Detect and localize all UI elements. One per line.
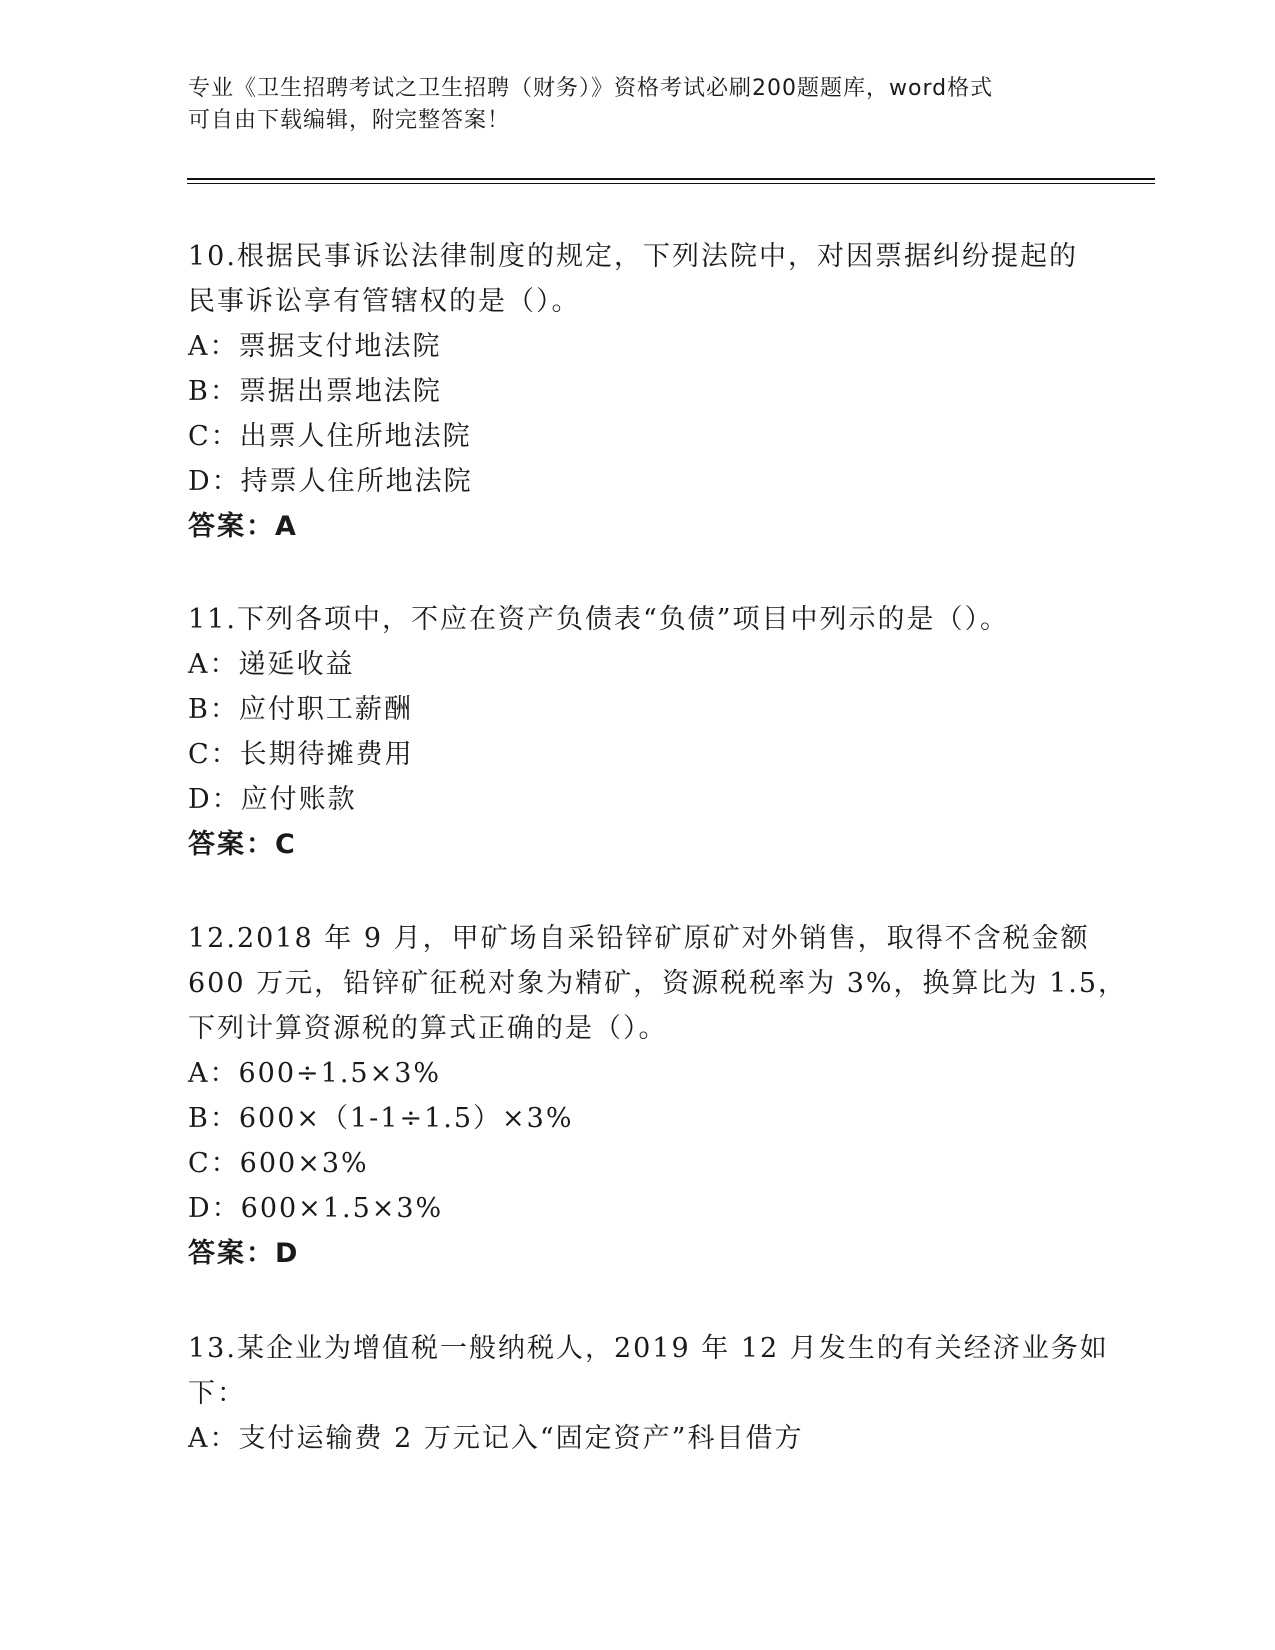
question-stem-line: 下： xyxy=(188,1378,246,1409)
question-13 xyxy=(188,1326,1109,1461)
question-stem-line: 12.2018 年 9 月，甲矿场自采铅锌矿原矿对外销售，取得不含税金额 xyxy=(188,923,1090,954)
header-divider-thin xyxy=(187,183,1155,184)
question-stem-line: 民事诉讼享有管辖权的是（）。 xyxy=(188,286,581,317)
option-d: D：应付账款 xyxy=(188,784,357,815)
question-stem-line: 10.根据民事诉讼法律制度的规定，下列法院中，对因票据纠纷提起的 xyxy=(188,241,1078,272)
option-c: C：出票人住所地法院 xyxy=(188,421,472,452)
header-line-1: 专业《卫生招聘考试之卫生招聘（财务）》资格考试必刷200题题库，word格式 xyxy=(188,76,994,101)
question-12 xyxy=(188,916,1128,1276)
question-stem-line: 600 万元，铅锌矿征税对象为精矿，资源税税率为 3%，换算比为 1.5， xyxy=(188,968,1128,999)
option-c: C：600×3% xyxy=(188,1148,369,1179)
answer-label: 答案：C xyxy=(188,829,297,860)
question-stem-line: 11.下列各项中，不应在资产负债表“负债”项目中列示的是（）。 xyxy=(188,604,1010,635)
option-b: B：600×（1-1÷1.5）×3% xyxy=(188,1103,574,1134)
option-d: D：持票人住所地法院 xyxy=(188,466,473,497)
option-c: C：长期待摊费用 xyxy=(188,739,414,770)
question-10 xyxy=(188,234,1088,549)
question-11 xyxy=(188,597,1088,867)
option-b: B：应付职工薪酬 xyxy=(188,694,413,725)
header-note xyxy=(188,73,1088,137)
answer-label: 答案：D xyxy=(188,1238,300,1269)
option-b: B：票据出票地法院 xyxy=(188,376,442,407)
question-stem-line: 下列计算资源税的算式正确的是（）。 xyxy=(188,1013,668,1044)
answer-label: 答案：A xyxy=(188,511,298,542)
option-a: A：票据支付地法院 xyxy=(188,331,442,362)
option-a: A：递延收益 xyxy=(188,649,355,680)
header-line-2: 可自由下载编辑，附完整答案！ xyxy=(188,108,511,133)
option-a: A：支付运输费 2 万元记入“固定资产”科目借方 xyxy=(188,1423,804,1454)
option-a: A：600÷1.5×3% xyxy=(188,1058,442,1089)
header-divider-thick xyxy=(187,178,1155,180)
option-d: D：600×1.5×3% xyxy=(188,1193,444,1224)
question-stem-line: 13.某企业为增值税一般纳税人，2019 年 12 月发生的有关经济业务如 xyxy=(188,1333,1109,1364)
